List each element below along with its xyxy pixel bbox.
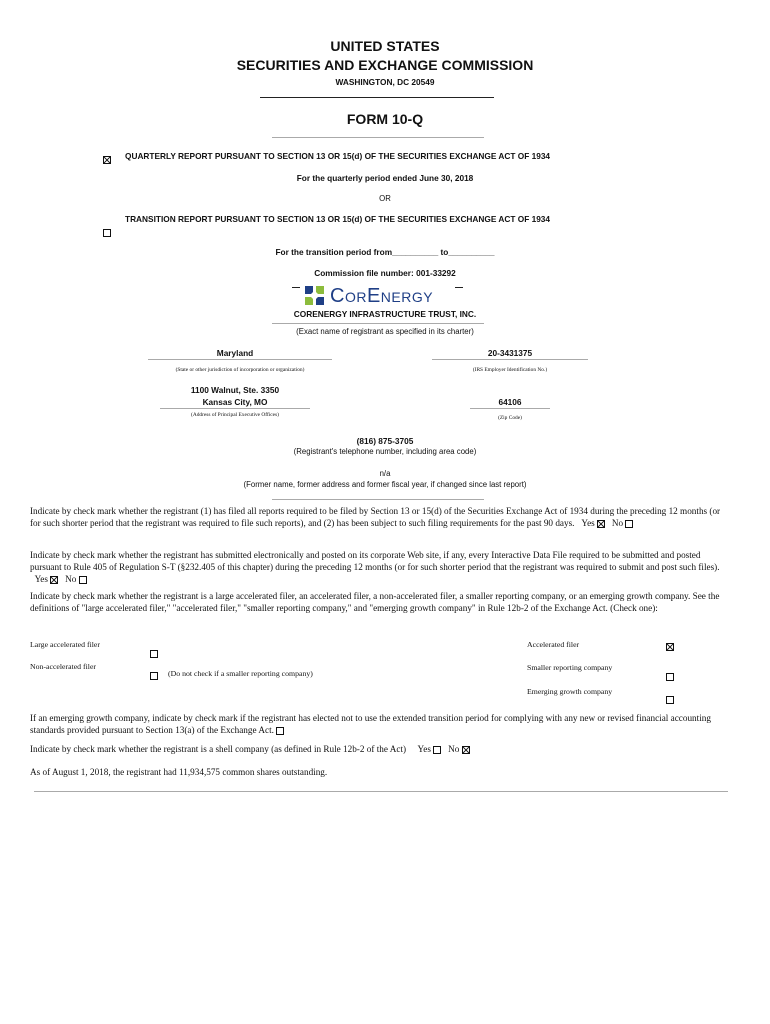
smaller-reporting-company-checkbox[interactable] (666, 668, 674, 686)
q5-no-label: No (448, 744, 460, 754)
address-divider (160, 408, 310, 409)
former-name-caption: (Former name, former address and former fiscal year, if changed since last report) (243, 480, 527, 489)
irs-ein: 20-3431375 (487, 348, 533, 358)
question-extended-transition-text: If an emerging growth company, indicate by check mark if the registrant has elected not to use the extended transition period for complying with any new or revised financial accounting standards provided pursuant to Section 13(a) of the Exchange Act. (30, 713, 711, 736)
header-divider (260, 97, 494, 98)
former-name-divider (272, 499, 484, 500)
emerging-growth-company-checkbox[interactable] (666, 691, 674, 709)
registrant-name: CORENERGY INFRASTRUCTURE TRUST, INC. (293, 309, 477, 319)
question-shell-company-text: Indicate by check mark whether the registrant is a shell company (as defined in Rule 12b-2 of the Act) (30, 744, 407, 754)
logo-rule-right (455, 287, 463, 288)
ein-caption: (IRS Employer Identification No.) (472, 367, 548, 373)
question-interactive-data (30, 549, 730, 586)
telephone-caption: (Registrant's telephone number, including area code) (293, 447, 477, 456)
form-title-divider (272, 137, 484, 138)
large-accelerated-filer-checkbox[interactable] (150, 645, 158, 663)
checked-box-icon (666, 643, 674, 651)
state-divider (148, 359, 332, 360)
non-accelerated-filer-label: Non-accelerated filer (30, 662, 97, 671)
commission-file-number: Commission file number: 001-33292 (314, 268, 456, 278)
empty-box-icon (150, 672, 158, 680)
non-accelerated-filer-note: (Do not check if a smaller reporting company) (168, 669, 313, 678)
state-of-incorporation: Maryland (216, 348, 254, 358)
question-filer-status: Indicate by check mark whether the registrant is a large accelerated filer, an accelerated filer, a non-accelerated filer, a smaller reporting company, or an emerging growth company. See the definitions of "large accelerated filer," "accelerated filer," "smaller reporting company," and "emerging growth company" in Rule 12b-2 of the Exchange Act. (Check one): (30, 591, 720, 614)
smaller-reporting-company-label: Smaller reporting company (527, 663, 613, 672)
agency-line-1: UNITED STATES (330, 38, 440, 54)
page-bottom-divider (34, 791, 728, 792)
zip-divider (470, 408, 550, 409)
transition-report-checkbox[interactable] (103, 224, 111, 242)
shares-outstanding: As of August 1, 2018, the registrant had 11,934,575 common shares outstanding. (30, 767, 328, 777)
address-line-1: 1100 Walnut, Ste. 3350 (190, 385, 280, 395)
quarterly-period: For the quarterly period ended June 30, 2018 (296, 173, 474, 183)
location: WASHINGTON, DC 20549 (335, 77, 435, 87)
logo-wordmark: CorEnergy (330, 285, 434, 307)
q1-no-label: No (611, 518, 624, 529)
quarterly-report-label: QUARTERLY REPORT PURSUANT TO SECTION 13 OR 15(d) OF THE SECURITIES EXCHANGE ACT OF 1934 (125, 151, 551, 161)
empty-box-icon (103, 229, 111, 237)
accelerated-filer-checkbox[interactable] (666, 638, 674, 656)
emerging-growth-company-label: Emerging growth company (527, 687, 613, 696)
accelerated-filer-label: Accelerated filer (527, 640, 580, 649)
telephone: (816) 875-3705 (356, 436, 414, 446)
q2-yes-label: Yes (34, 574, 48, 585)
extended-transition-checkbox[interactable] (276, 727, 284, 735)
registrant-name-caption: (Exact name of registrant as specified in its charter) (296, 327, 474, 336)
transition-report-label: TRANSITION REPORT PURSUANT TO SECTION 13 OR 15(d) OF THE SECURITIES EXCHANGE ACT OF 1934 (125, 214, 551, 224)
q2-no-checkbox[interactable] (79, 576, 87, 584)
q1-no-checkbox[interactable] (625, 520, 633, 528)
logo-rule-left (292, 287, 300, 288)
q2-yes-checkbox[interactable] (50, 576, 58, 584)
agency-line-2: SECURITIES AND EXCHANGE COMMISSION (236, 57, 534, 73)
empty-box-icon (150, 650, 158, 658)
or-separator: OR (379, 194, 391, 203)
address-caption: (Address of Principal Executive Offices) (191, 412, 279, 418)
registrant-name-divider (272, 323, 484, 324)
zip-caption: (Zip Code) (498, 415, 522, 421)
question-reports-filed (30, 505, 730, 529)
zip-code: 64106 (498, 397, 522, 407)
question-shell-company (30, 743, 730, 755)
q5-no-checkbox[interactable] (462, 746, 470, 754)
state-caption: (State or other jurisdiction of incorporation or organization) (175, 367, 305, 373)
q5-yes-label: Yes (417, 744, 431, 754)
empty-box-icon (666, 673, 674, 681)
quarterly-report-checkbox[interactable] (103, 151, 111, 169)
q2-no-label: No (65, 574, 77, 585)
non-accelerated-filer-checkbox[interactable] (150, 667, 158, 685)
corenergy-logo (303, 285, 455, 307)
q1-yes-checkbox[interactable] (597, 520, 605, 528)
logo-mark-icon (303, 285, 327, 307)
ein-divider (432, 359, 588, 360)
checked-box-icon (103, 156, 111, 164)
large-accelerated-filer-label: Large accelerated filer (30, 640, 100, 649)
question-interactive-data-text: Indicate by check mark whether the registrant has submitted electronically and posted on its corporate Web site, if any, every Interactive Data File required to be submitted and posted pursuant to Rule 405 of Regulation S-T (§232.405 of this chapter) during the preceding 12 months (or for such shorter period that the registrant was required to submit and post such files). (30, 550, 720, 573)
q5-yes-checkbox[interactable] (433, 746, 441, 754)
question-extended-transition (30, 712, 730, 736)
form-title: FORM 10-Q (346, 111, 424, 127)
q1-yes-label: Yes (581, 518, 595, 529)
address-line-2: Kansas City, MO (202, 397, 268, 407)
empty-box-icon (666, 696, 674, 704)
question-reports-filed-text: Indicate by check mark whether the registrant (1) has filed all reports required to be filed by Section 13 or 15(d) of the Securities Exchange Act of 1934 during the preceding 12 months (or for such shorter period that the registrant was required to file such reports), and (2) has been subject to such filing requirements for the past 90 days. (30, 506, 721, 529)
transition-period: For the transition period from__________ to__________ (275, 247, 495, 257)
former-name: n/a (379, 469, 391, 478)
